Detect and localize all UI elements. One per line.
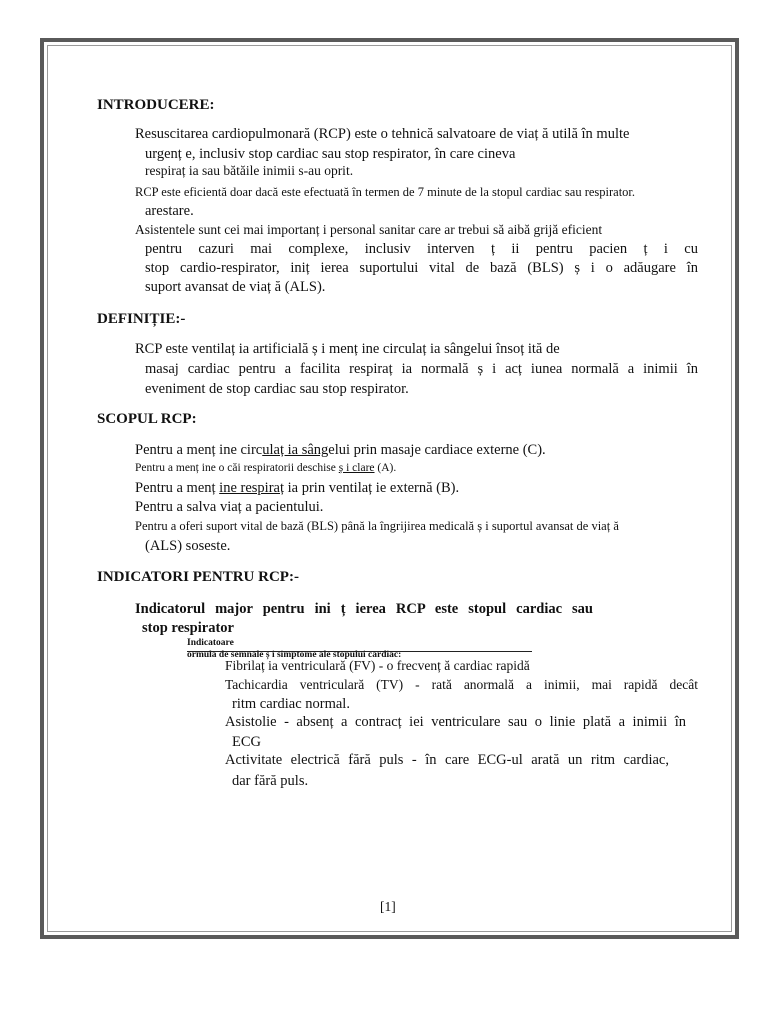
sub-heading-formula: ormula de semnale ș i simptome ale stopului cardiac:	[187, 650, 402, 660]
intro-line: RCP este eficientă doar dacă este efectuată în termen de 7 minute de la stopul cardiac sau respirator.	[135, 185, 636, 199]
section-heading-indicatori: INDICATORI PENTRU RCP:-	[97, 569, 299, 585]
scopul-line: Pentru a menț ine o căi respiratorii deschise ș i clare (A).	[135, 462, 397, 474]
intro-line: Resuscitarea cardiopulmonară (RCP) este o tehnică salvatoare de viaț ă utilă în multe	[135, 126, 630, 142]
indicator-item: dar fără puls.	[232, 773, 309, 789]
intro-line: respiraț ia sau bătăile inimii s-au oprit.	[145, 163, 354, 178]
scopul-line: (ALS) soseste.	[145, 538, 231, 554]
intro-line: pentru cazuri mai complexe, inclusiv interven ț ii pentru pacien ț i cu	[145, 241, 698, 257]
scopul-line: Pentru a menț ine circulaț ia sângelui prin masaje cardiace externe (C).	[135, 442, 546, 458]
scopul-line: Pentru a menț ine respiraț ia prin ventilaț ie externă (B).	[135, 480, 460, 496]
sub-heading-title: Indicatoare	[187, 638, 234, 648]
intro-line: stop cardio-respirator, iniț ierea suportului vital de bază (BLS) ș i o adăugare în	[145, 260, 698, 276]
indicatori-main: Indicatorul major pentru ini ț ierea RCP este stopul cardiac sau	[135, 601, 593, 617]
definitie-line: masaj cardiac pentru a facilita respiraț ia normală ș i acț iunea normală a inimii în	[145, 361, 698, 377]
underline-rule	[187, 651, 532, 652]
page-number: [1]	[380, 899, 396, 914]
indicator-item: Activitate electrică fără puls - în care ECG-ul arată un ritm cardiac,	[225, 752, 669, 768]
intro-line: arestare.	[145, 203, 194, 219]
indicator-item: Asistolie - absenț a contracț iei ventriculare sau o linie plată a inimii în	[225, 714, 686, 730]
section-heading-definitie: DEFINIȚIE:-	[97, 311, 186, 327]
section-heading-scopul: SCOPUL RCP:	[97, 411, 197, 427]
indicatori-main: stop respirator	[142, 620, 234, 636]
definitie-line: RCP este ventilaț ia artificială ș i menț ine circulaț ia sângelui însoț ită de	[135, 341, 560, 357]
indicator-item: ECG	[232, 734, 261, 750]
scopul-line: Pentru a salva viaț a pacientului.	[135, 499, 324, 515]
indicator-item: Tachicardia ventriculară (TV) - rată anormală a inimii, mai rapidă decât	[225, 677, 698, 692]
indicator-item: Fibrilaț ia ventriculară (FV) - o frecvenț ă cardiac rapidă	[225, 658, 530, 673]
intro-line: urgenț e, inclusiv stop cardiac sau stop respirator, în care cineva	[145, 146, 516, 162]
intro-line: suport avansat de viaț ă (ALS).	[145, 279, 326, 295]
section-heading-introducere: INTRODUCERE:	[97, 97, 215, 113]
scopul-line: Pentru a oferi suport vital de bază (BLS) până la îngrijirea medicală ș i suportul avansat de viaț ă	[135, 519, 619, 533]
intro-line: Asistentele sunt cei mai importanț i personal sanitar care ar trebui să aibă grijă eficient	[135, 222, 603, 237]
definitie-line: eveniment de stop cardiac sau stop respirator.	[145, 381, 409, 397]
indicator-item: ritm cardiac normal.	[232, 696, 350, 712]
